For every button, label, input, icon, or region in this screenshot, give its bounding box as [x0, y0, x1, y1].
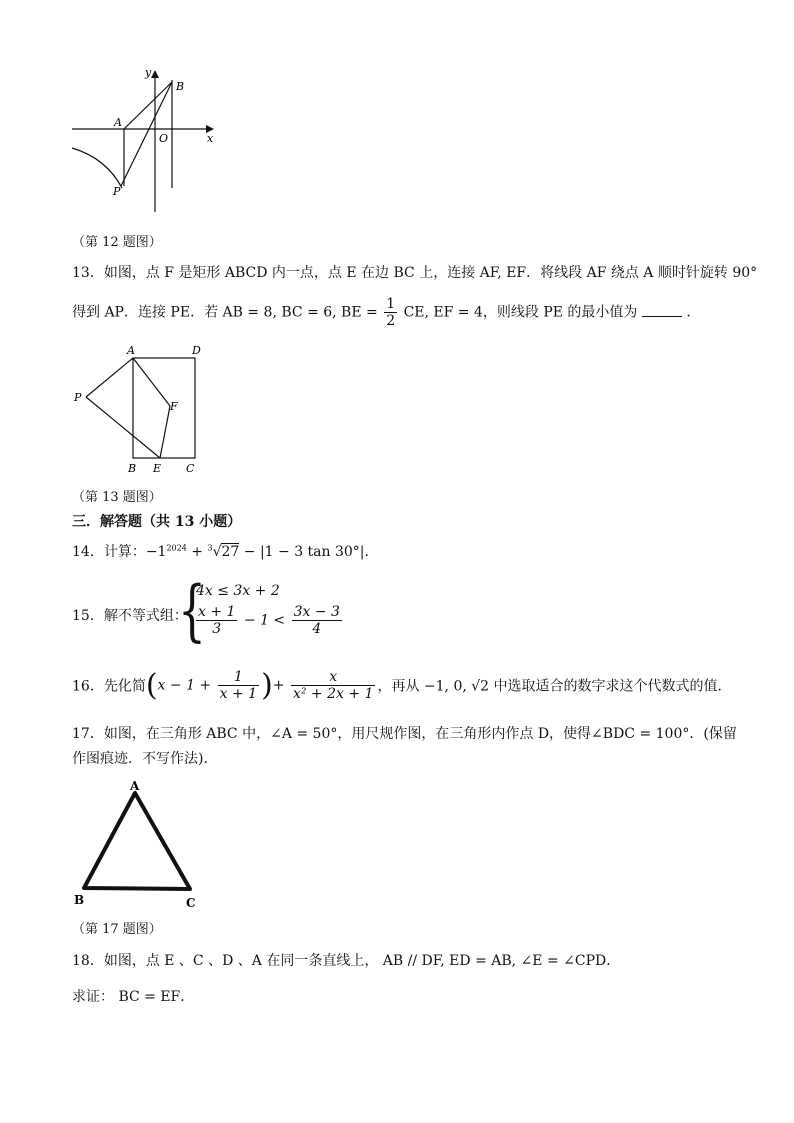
question-15-prefix: 15．解不等式组：: [72, 608, 188, 624]
q16-frac1-num: 1: [218, 669, 259, 686]
segment-af: [133, 358, 170, 406]
q16-left-paren: (: [145, 668, 158, 703]
q14-expr-c: − |1 − 3 tan 30°|．: [239, 544, 379, 560]
segment-fe: [160, 406, 170, 458]
label-c: C: [186, 896, 196, 910]
label-e: E: [153, 462, 162, 475]
label-f: F: [170, 400, 178, 413]
q15-frac2-den: 4: [312, 621, 322, 637]
label-b: B: [128, 462, 137, 475]
section-3-title: 三．解答题（共 13 小题）: [72, 514, 242, 530]
label-p: P: [74, 391, 82, 404]
label-a: A: [127, 344, 135, 357]
segment-ab: [124, 82, 172, 129]
q13-frac-num: 1: [386, 296, 396, 312]
label-b: B: [74, 893, 85, 907]
q16-part1: x − 1 +: [157, 677, 212, 694]
label-b: B: [176, 80, 185, 93]
question-17-line2: 作图痕迹．不写作法)．: [72, 751, 218, 767]
q15-brace: {: [178, 573, 206, 650]
q16-frac2-num: x: [291, 669, 375, 686]
q14-exponent: 2024: [166, 543, 187, 553]
question-13-line1: 13．如图，点 F 是矩形 ABCD 内一点，点 E 在边 BC 上，连接 AF, EF．将线段 AF 绕点 A 顺时针旋转 90°: [72, 265, 758, 281]
figure-17: [70, 778, 210, 913]
label-a: A: [130, 779, 140, 793]
q13-line2-end: ．: [686, 304, 701, 321]
q14-expr-b: +: [186, 544, 208, 560]
figure-13: [66, 340, 216, 480]
q15-frac-2: [292, 604, 342, 637]
hyperbola-curve: [72, 148, 122, 188]
segment-ap: [86, 358, 133, 397]
question-17-line1: 17．如图，在三角形 ABC 中，∠A = 50°，用尺规作图，在三角形内作点 D，使得∠BDC = 100°．(保留: [72, 726, 737, 742]
q14-radicand: 27: [221, 544, 240, 560]
label-x: x: [207, 132, 214, 145]
q15-frac-1: [196, 604, 237, 637]
label-a: A: [114, 116, 122, 129]
q13-line2-pre: 得到 AP．连接 PE．若 AB = 8, BC = 6, BE =: [72, 304, 378, 321]
q16-suffix: ，再从 −1, 0, √2 中选取适合的数字求这个代数式的值．: [377, 678, 732, 695]
y-axis-arrow: [151, 70, 159, 78]
q14-expr-a: −1: [145, 544, 167, 560]
label-o: O: [159, 132, 169, 145]
q13-fraction: [384, 296, 397, 329]
question-18-line1: 18．如图，点 E 、C 、D 、A 在同一条直线上， AB // DF, ED = AB, ∠E = ∠CPD．: [72, 953, 621, 969]
figure-17-caption: （第 17 题图）: [72, 922, 162, 937]
figure-12: [66, 62, 226, 217]
question-14: 14．计算：$-1^{2024} + ^3√27 - |1 - 3$ tan 30°|．: [72, 543, 379, 560]
answer-blank[interactable]: [642, 304, 682, 317]
question-13-line2: [72, 296, 700, 329]
q14-root-index: 3: [207, 543, 213, 553]
segment-pe: [86, 397, 160, 458]
q15-mid: − 1 <: [243, 612, 286, 629]
question-16: [72, 668, 732, 703]
q16-right-paren: ): [261, 668, 273, 703]
q16-frac2-den: x² + 2x + 1: [292, 686, 374, 702]
label-p: P: [113, 185, 121, 198]
q13-frac-den: 2: [386, 313, 396, 329]
label-c: C: [186, 462, 195, 475]
figure-12-caption: （第 12 题图）: [72, 235, 162, 250]
q15-inequality-2: [194, 604, 344, 637]
q16-frac-1: [218, 669, 259, 702]
q14-prefix: 14．计算：: [72, 544, 146, 560]
q16-frac-2: [291, 669, 375, 702]
q16-frac1-den: x + 1: [219, 686, 258, 702]
q15-frac2-num: 3x − 3: [293, 604, 340, 620]
label-y: y: [145, 66, 152, 79]
q15-frac1-den: 3: [212, 621, 222, 637]
q16-plus: +: [272, 677, 285, 694]
q16-prefix: 16．先化简: [72, 678, 146, 695]
label-d: D: [192, 344, 201, 357]
question-18-line2: 求证： BC = EF．: [72, 989, 195, 1005]
q15-frac1-num: x + 1: [198, 604, 236, 620]
q13-line2-post: CE, EF = 4，则线段 PE 的最小值为: [403, 304, 638, 321]
triangle-abc: [84, 793, 190, 889]
q15-inequality-1: 4x ≤ 3x + 2: [196, 583, 280, 599]
figure-13-caption: （第 13 题图）: [72, 490, 162, 505]
